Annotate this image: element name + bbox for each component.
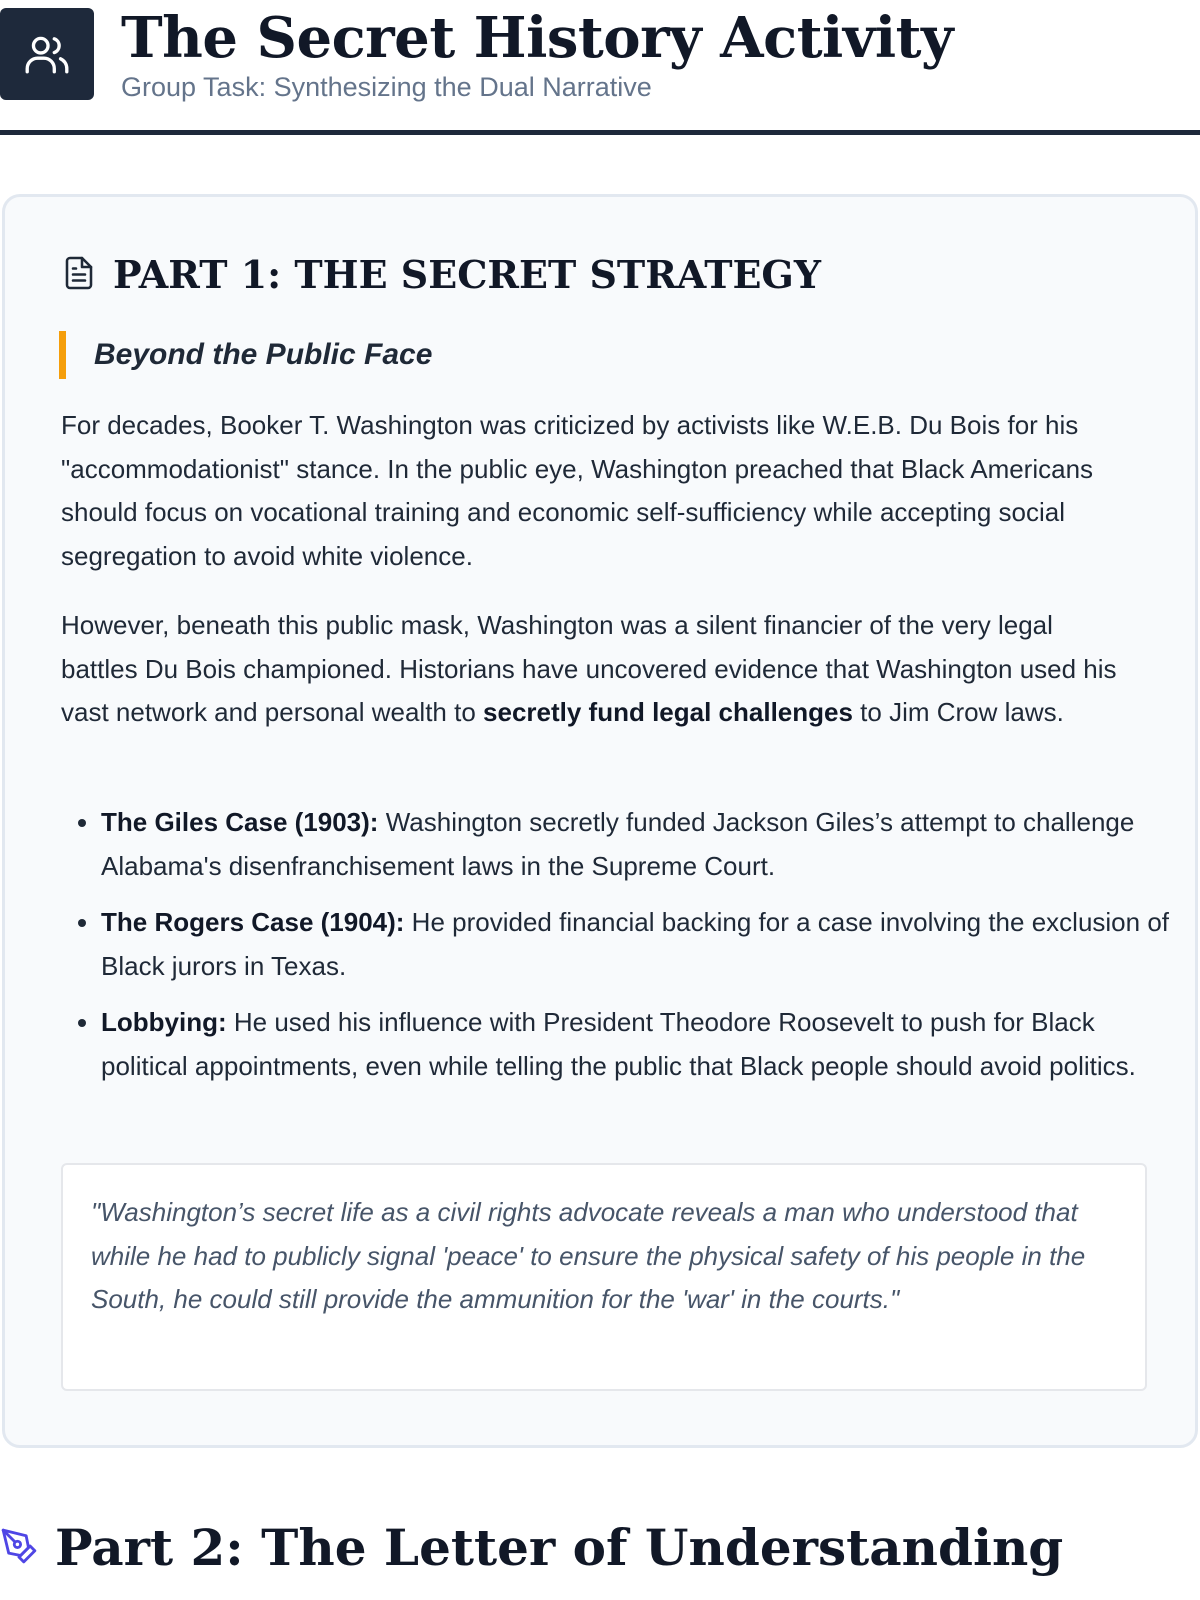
paragraph-2-emphasis: secretly fund legal challenges <box>483 697 853 727</box>
list-item-label: Lobbying: <box>101 1007 227 1037</box>
users-icon <box>0 8 94 100</box>
list-item <box>101 801 1181 888</box>
evidence-list <box>61 801 1181 1101</box>
paragraph-2-text: However, beneath this public mask, Washington was a silent financier of the very legal battles Du Bois championed. Historians have uncovered evidence that Washington used his vast network and personal wealth to <box>61 610 1117 727</box>
part1-card <box>2 194 1198 1448</box>
part1-subheading: Beyond the Public Face <box>59 331 432 379</box>
historian-quote: "Washington’s secret life as a civil rights advocate reveals a man who understood that while he had to publicly signal 'peace' to ensure the physical safety of his people in the South, he could still provide the ammunition for the 'war' in the courts." <box>61 1163 1147 1391</box>
list-item-label: The Rogers Case (1904): <box>101 907 405 937</box>
list-item-text: He provided financial backing for a case involving the exclusion of Black jurors in Texas. <box>101 907 1170 981</box>
list-item-text: Washington secretly funded Jackson Giles’s attempt to challenge Alabama's disenfranchisement laws in the Supreme Court. <box>101 807 1135 881</box>
document-icon <box>61 253 97 298</box>
paragraph-1: For decades, Booker T. Washington was criticized by activists like W.E.B. Du Bois for his "accommodationist" stance. In the public eye, Washington preached that Black Americans should focus on vocational training and economic self-sufficiency while accepting social segregation to avoid white violence. <box>61 410 1094 571</box>
list-item <box>101 901 1181 988</box>
paragraph-2-end: to Jim Crow laws. <box>852 697 1064 727</box>
part2-heading <box>0 1515 1063 1581</box>
page-subtitle: Group Task: Synthesizing the Dual Narrative <box>121 72 652 102</box>
page-header <box>0 0 1200 135</box>
list-item <box>101 1001 1181 1088</box>
part2-title: Part 2: The Letter of Understanding <box>55 1518 1064 1577</box>
list-item-text: He used his influence with President Theodore Roosevelt to push for Black political appointments, even while telling the public that Black people should avoid politics. <box>101 1007 1136 1081</box>
part1-title: PART 1: THE SECRET STRATEGY <box>113 252 822 297</box>
paragraph-2 <box>61 604 1131 735</box>
page-title: The Secret History Activity <box>121 5 954 71</box>
part1-heading <box>61 249 821 301</box>
list-item-label: The Giles Case (1903): <box>101 807 379 837</box>
pen-icon <box>0 1527 38 1570</box>
